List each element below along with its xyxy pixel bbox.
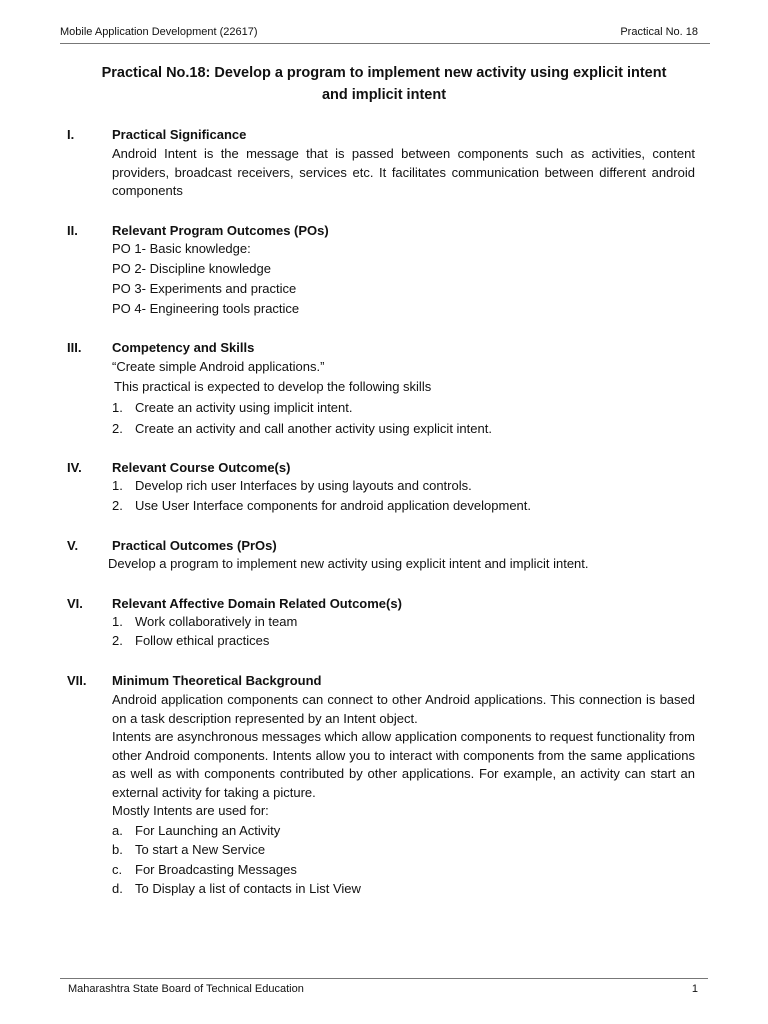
- section-body: Android Intent is the message that is passed between components such as activities, content providers, broadcast receivers, services etc. It facilitates communication between different android components: [112, 146, 695, 198]
- po-line: PO 1- Basic knowledge:: [112, 241, 251, 256]
- background-paragraph-3: Mostly Intents are used for:: [112, 803, 269, 818]
- list-marker: c.: [112, 862, 123, 877]
- header-divider: [60, 43, 710, 44]
- po-line: PO 2- Discipline knowledge: [112, 261, 271, 276]
- list-item: Work collaboratively in team: [135, 614, 298, 629]
- list-marker: 1.: [112, 400, 123, 415]
- section-heading: Relevant Course Outcome(s): [112, 460, 291, 475]
- title-line-1: Practical No.18: Develop a program to implement new activity using explicit intent: [101, 65, 667, 81]
- section-heading: Practical Outcomes (PrOs): [112, 538, 277, 553]
- list-item: To Display a list of contacts in List View: [135, 881, 361, 896]
- page-footer: [68, 983, 698, 995]
- section-heading: Practical Significance: [112, 127, 247, 142]
- section-numeral: I.: [67, 127, 75, 142]
- header-practical-number: Practical No. 18: [620, 26, 698, 38]
- section-heading: Relevant Affective Domain Related Outcome(s): [112, 596, 402, 611]
- po-line: PO 4- Engineering tools practice: [112, 301, 300, 316]
- competency-quote: “Create simple Android applications.”: [112, 359, 325, 374]
- section-heading: Relevant Program Outcomes (POs): [112, 223, 329, 238]
- list-marker: 1.: [112, 478, 123, 493]
- footer-page-number: 1: [691, 983, 698, 995]
- section-numeral: VI.: [67, 596, 83, 611]
- list-marker: 2.: [112, 498, 123, 513]
- section-heading: Competency and Skills: [112, 340, 255, 355]
- title-line-2: and implicit intent: [321, 87, 447, 103]
- page-header: [60, 26, 698, 42]
- list-item: Follow ethical practices: [135, 633, 270, 648]
- list-item: For Broadcasting Messages: [135, 862, 297, 877]
- section-numeral: IV.: [67, 460, 82, 475]
- list-marker: d.: [112, 881, 123, 896]
- page-title: [60, 62, 708, 106]
- footer-board-name: Maharashtra State Board of Technical Education: [68, 983, 304, 995]
- footer-divider: [60, 978, 708, 979]
- section-heading: Minimum Theoretical Background: [112, 673, 322, 688]
- section-body: Develop a program to implement new activity using explicit intent and implicit intent.: [108, 556, 589, 571]
- list-marker: 2.: [112, 421, 123, 436]
- header-course-title: Mobile Application Development (22617): [60, 26, 258, 38]
- list-marker: b.: [112, 842, 123, 857]
- po-line: PO 3- Experiments and practice: [112, 281, 297, 296]
- list-item: Develop rich user Interfaces by using layouts and controls.: [135, 478, 472, 493]
- list-item: Create an activity and call another activity using explicit intent.: [135, 421, 492, 436]
- list-item: To start a New Service: [135, 842, 266, 857]
- section-numeral: VII.: [67, 673, 87, 688]
- list-marker: 2.: [112, 633, 123, 648]
- section-numeral: V.: [67, 538, 79, 553]
- background-paragraph-1: Android application components can connect to other Android applications. This connection is based on a task description represented by an Intent object.: [112, 692, 695, 726]
- section-numeral: III.: [67, 340, 82, 355]
- list-marker: a.: [112, 823, 123, 838]
- background-paragraph-2: Intents are asynchronous messages which allow application components to request functionality from other Android components. Intents allow you to interact with components from the same applications as well as with components contributed by other applications. For example, an activity can start an external activity for taking a picture.: [112, 729, 695, 800]
- list-item: Use User Interface components for android application development.: [135, 498, 531, 513]
- list-item: For Launching an Activity: [135, 823, 281, 838]
- list-marker: 1.: [112, 614, 123, 629]
- list-item: Create an activity using implicit intent.: [135, 400, 353, 415]
- skills-intro: This practical is expected to develop the following skills: [114, 379, 432, 394]
- section-numeral: II.: [67, 223, 78, 238]
